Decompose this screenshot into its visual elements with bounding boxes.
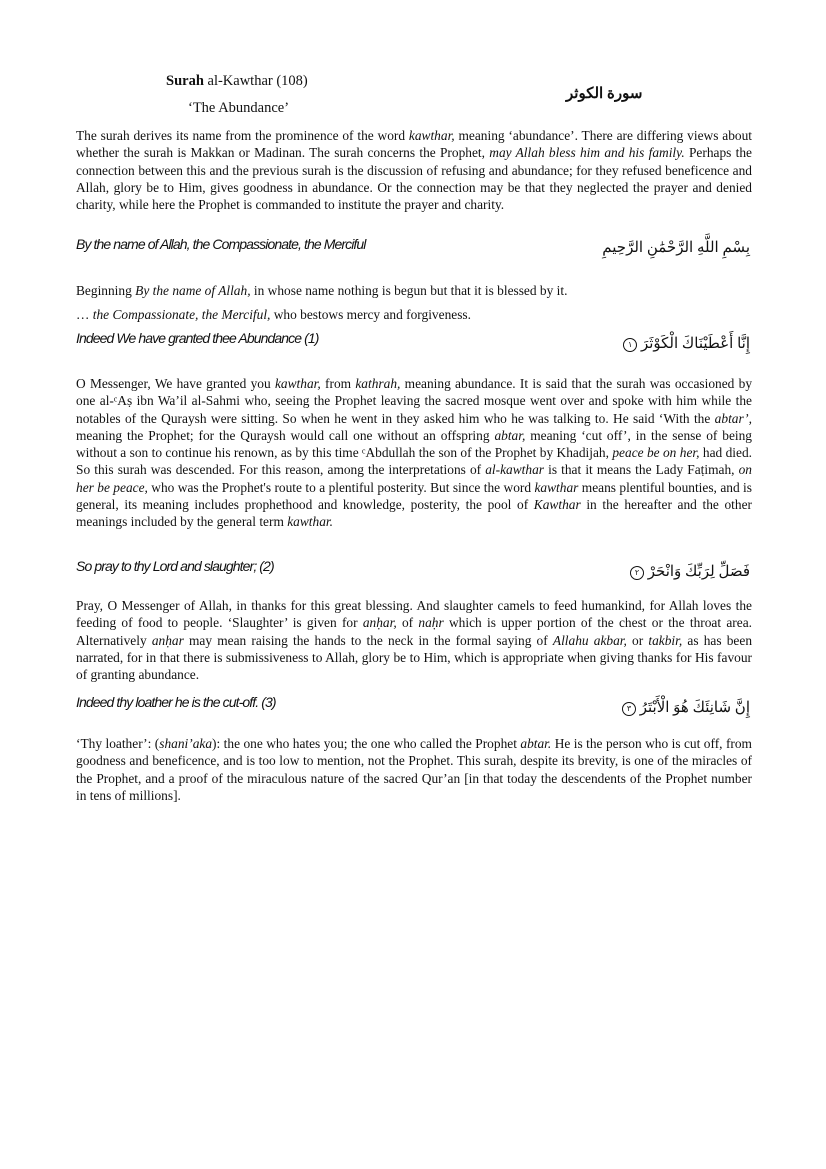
surah-title bbox=[166, 73, 308, 90]
ayah-number-marker: ٢ bbox=[630, 566, 644, 580]
basmala-arabic: بِسْمِ اللَّهِ الرَّحْمَٰنِ الرَّحِيمِ bbox=[602, 240, 750, 256]
basmala-english: By the name of Allah, the Compassionate, the Merciful bbox=[76, 236, 366, 252]
surah-subtitle: ‘The Abundance’ bbox=[188, 100, 290, 116]
verse-1-english: Indeed We have granted thee Abundance (1) bbox=[76, 330, 319, 346]
intro-paragraph: The surah derives its name from the prominence of the word kawthar, meaning ‘abundance’. There are differing views about whether the surah is Makkan or Madinan. The surah concerns the Prophet, may Allah bless him and his family. Perhaps the connection between this and the previous surah is the discussion of refusing and abundance; for they refused beneficence and Allah, glory be to Him, gives goodness in abundance. Or the connection may be that they neglected the prayer and denied charity, while here the Prophet is commanded to institute the prayer and charity. bbox=[76, 128, 753, 213]
ayah-number-marker: ١ bbox=[623, 338, 637, 352]
verse-1-commentary: O Messenger, We have granted you kawthar, from kathrah, meaning abundance. It is said that the surah was occasioned by one al-ᶜAṣ ibn Wa’il al-Sahmi who, seeing the Prophet leaving the sacred mosque went over and spoke with him while the notables of the Quraysh were sitting. So when he went in they asked him who he was talking to. He said ‘With the abtar’, meaning the Prophet; for the Quraysh would call one without an offspring abtar, meaning ‘cut off’, in the sense of being without a son to continue his renown, as by this time ᶜAbdullah the son of the Prophet by Khadijah, peace be on her, had died. So this surah was descended. For this reason, among the interpretations of al-kawthar is that it means the Lady Faṭimah, on her be peace, who was the Prophet's route to a plentiful posterity. But since the word kawthar means plentiful bounties, and is general, its meaning includes prophethood and knowledge, posterity, the pool of Kawthar in the hereafter and the other meanings included by the general term kawthar. bbox=[76, 376, 753, 530]
surah-title-bold: Surah bbox=[166, 73, 204, 89]
surah-title-rest: al-Kawthar (108) bbox=[203, 73, 308, 89]
surah-title-arabic: سورة الكوثر bbox=[566, 86, 643, 102]
basmala-note-2: … the Compassionate, the Merciful, who bestows mercy and forgiveness. bbox=[76, 307, 471, 322]
verse-3-english: Indeed thy loather he is the cut-off. (3) bbox=[76, 694, 276, 710]
verse-3-arabic: إِنَّ شَانِئَكَ هُوَ الْأَبْتَرُ ٣ bbox=[620, 698, 750, 717]
verse-2-arabic: فَصَلِّ لِرَبِّكَ وَانْحَرْ ٢ bbox=[628, 562, 750, 581]
ayah-number-marker: ٣ bbox=[622, 702, 636, 716]
basmala-note-1: Beginning By the name of Allah, in whose name nothing is begun but that it is blessed by it. bbox=[76, 283, 568, 298]
verse-1-arabic: إِنَّا أَعْطَيْنَاكَ الْكَوْثَرَ ١ bbox=[621, 334, 750, 353]
verse-2-commentary: Pray, O Messenger of Allah, in thanks for this great blessing. And slaughter camels to feed humankind, for Allah loves the feeding of food to people. ‘Slaughter’ is given for anḥar, of naḥr which is upper portion of the chest or the throat area. Alternatively anḥar may mean raising the hands to the neck in the formal saying of Allahu akbar, or takbir, as has been narrated, for in that there is submissiveness to Allah, glory be to Him, which is appropriate when giving thanks for His favour of granting abundance. bbox=[76, 598, 753, 683]
verse-3-commentary: ‘Thy loather’: (shani’aka): the one who hates you; the one who called the Prophet abtar. He is the person who is cut off, from goodness and beneficence, and is too low to mention, not the Prophet. This surah, despite its brevity, is one of the miracles of the Prophet, and a proof of the miraculous nature of the sacred Qur’an [in that today the descendents of the Prophet number in tens of millions]. bbox=[76, 736, 752, 803]
verse-2-english: So pray to thy Lord and slaughter; (2) bbox=[76, 558, 274, 574]
